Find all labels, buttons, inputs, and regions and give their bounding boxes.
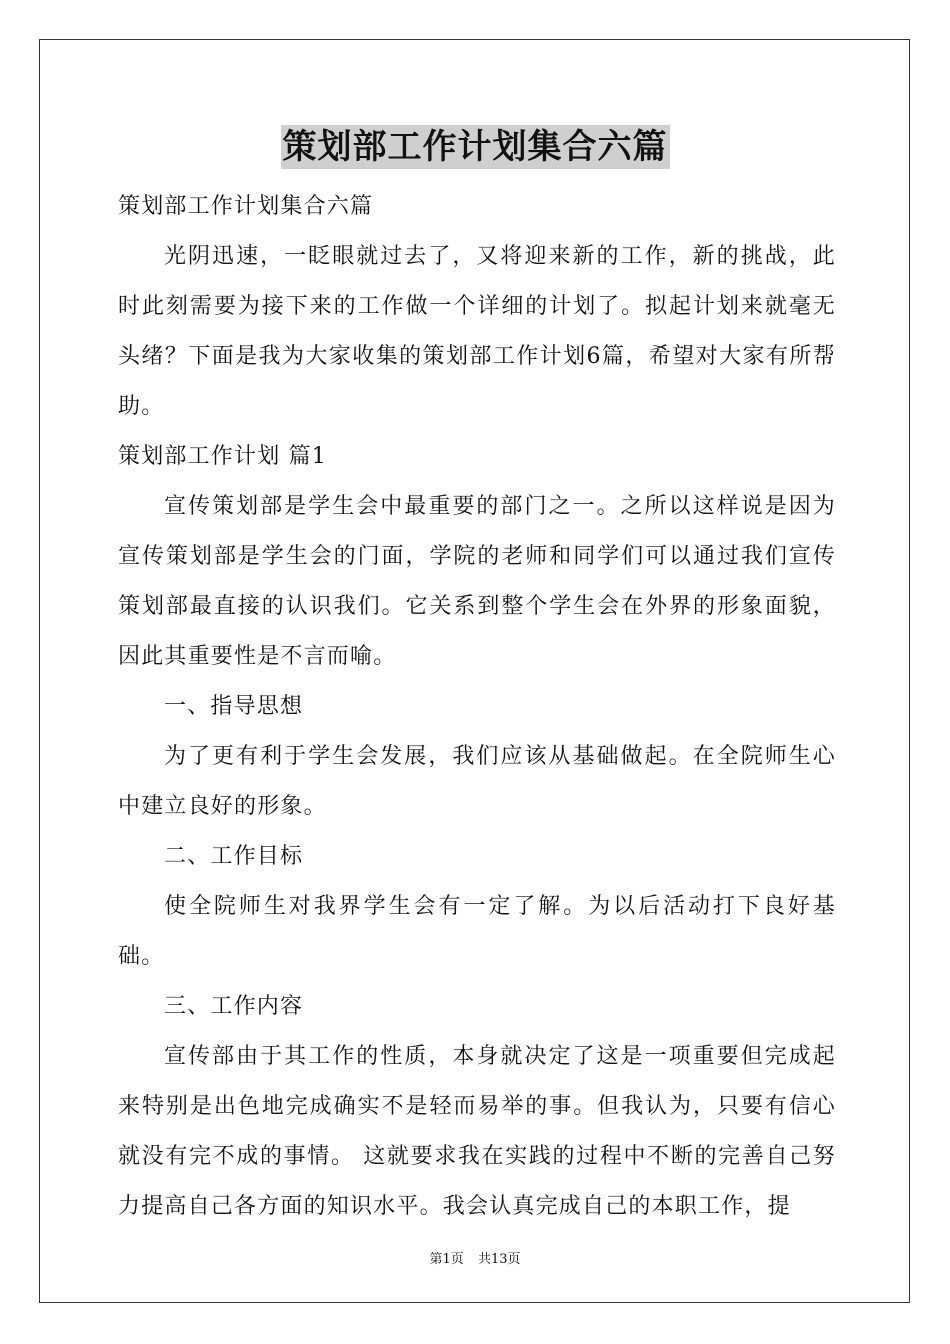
- intro-paragraph: 光阴迅速，一眨眼就过去了，又将迎来新的工作，新的挑战，此时此刻需要为接下来的工作做一个详细的计划了。拟起计划来就毫无头绪？下面是我为大家收集的策划部工作计划6篇，希望对大家有所帮助。: [118, 244, 836, 419]
- page-total: 共13页: [477, 1252, 521, 1267]
- heading-work-goal: 二、工作目标: [164, 844, 304, 869]
- heading-work-content: 三、工作内容: [164, 994, 304, 1019]
- work-content-paragraph: 宣传部由于其工作的性质，本身就决定了这是一项重要但完成起来特别是出色地完成确实不是轻而易举的事。但我认为，只要有信心就没有完不成的事情。 这就要求我在实践的过程中不断的完善自己努力提高自己各方面的知识水平。我会认真完成自己的本职工作，提: [118, 1044, 836, 1219]
- heading-guiding-thought: 一、指导思想: [164, 694, 304, 719]
- section-heading: 策划部工作计划 篇1: [118, 444, 327, 469]
- page-footer: [0, 1248, 950, 1267]
- subtitle: 策划部工作计划集合六篇: [118, 194, 374, 219]
- work-goal-paragraph: 使全院师生对我界学生会有一定了解。为以后活动打下良好基础。: [118, 894, 836, 969]
- guiding-thought-paragraph: 为了更有利于学生会发展，我们应该从基础做起。在全院师生心中建立良好的形象。: [118, 744, 836, 819]
- page-number: 第1页: [429, 1252, 464, 1267]
- section1-paragraph: 宣传策划部是学生会中最重要的部门之一。之所以这样说是因为宣传策划部是学生会的门面，学院的老师和同学们可以通过我们宣传策划部最直接的认识我们。它关系到整个学生会在外界的形象面貌，因此其重要性是不言而喻。: [118, 494, 836, 669]
- document-body: [118, 182, 836, 1232]
- document-title: [0, 125, 950, 169]
- document-title-text: 策划部工作计划集合六篇: [282, 127, 668, 167]
